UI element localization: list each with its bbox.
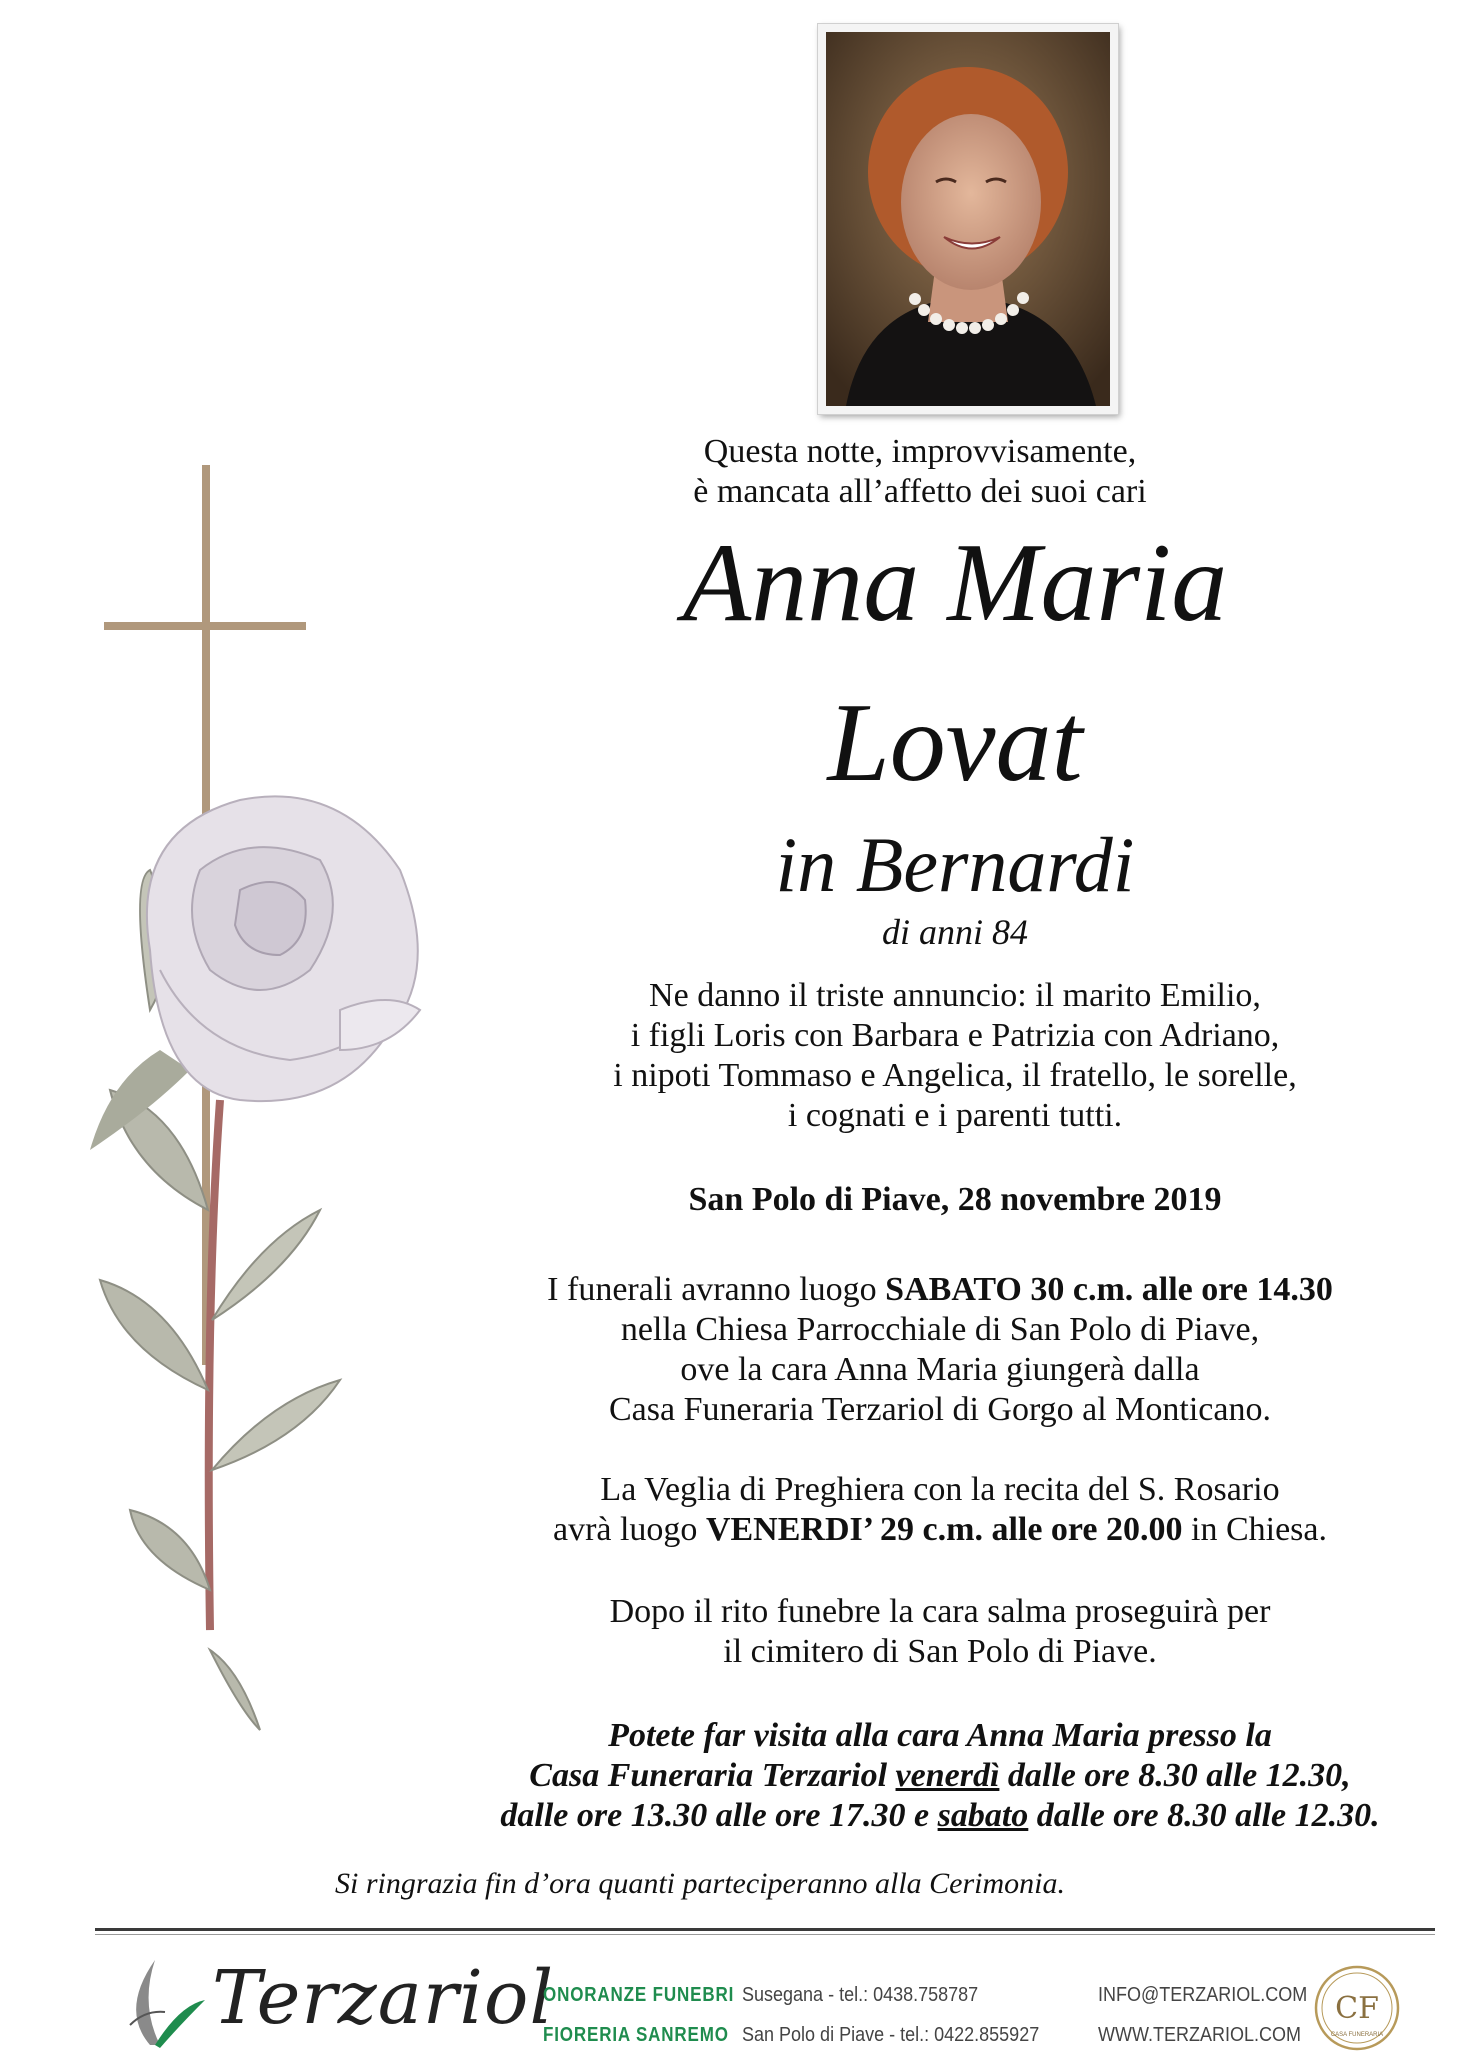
- funeral-line: [460, 1270, 1420, 1310]
- intro-line: Questa notte, improvvisamente,: [703, 433, 1137, 470]
- terzariol-leaf-icon: [110, 1950, 210, 2050]
- visit-line: [430, 1756, 1450, 1796]
- seal-letters: CF: [1335, 1991, 1379, 2026]
- visit-prefix: Casa Funeraria Terzariol: [529, 1757, 896, 1794]
- funeral-text: [460, 1270, 1420, 1430]
- portrait-image: [826, 32, 1110, 406]
- visit-prefix: dalle ore 13.30 alle ore 17.30 e: [500, 1797, 938, 1834]
- vigil-line: [460, 1510, 1420, 1550]
- vigil-line: La Veglia di Preghiera con la recita del S. Rosario: [600, 1471, 1280, 1508]
- vigil-text: [460, 1470, 1420, 1550]
- cross-rose-decoration: [90, 450, 450, 1750]
- deceased-married-name: in Bernardi: [775, 821, 1135, 908]
- seal-caption: CASA FUNERARIA: [1330, 2032, 1384, 2038]
- intro-text: [560, 432, 1280, 512]
- visit-line: Potete far visita alla cara Anna Maria presso la: [608, 1717, 1272, 1754]
- deceased-age: di anni 84: [881, 912, 1028, 952]
- funeral-prefix: I funerali avranno luogo: [547, 1271, 886, 1308]
- footer-contact-sanpolo: San Polo di Piave - tel.: 0422.855927: [742, 2024, 1040, 2046]
- burial-line: il cimitero di San Polo di Piave.: [723, 1633, 1157, 1670]
- rose-icon: [90, 796, 420, 1730]
- funeral-datetime: SABATO 30 c.m. alle ore 14.30: [885, 1271, 1333, 1308]
- visit-day-friday: venerdì: [895, 1757, 1000, 1794]
- announcement-line: i cognati e i parenti tutti.: [787, 1097, 1123, 1134]
- deceased-surname: Lovat: [827, 681, 1083, 805]
- announcement-text: [560, 976, 1350, 1136]
- footer-service-funeral: ONORANZE FUNEBRI: [543, 1984, 735, 2006]
- announcement-line: i nipoti Tommaso e Angelica, il fratello, le sorelle,: [613, 1057, 1297, 1094]
- funeral-line: ove la cara Anna Maria giungerà dalla: [680, 1351, 1200, 1388]
- place-date: San Polo di Piave, 28 novembre 2019: [688, 1181, 1222, 1218]
- visit-suffix: dalle ore 8.30 alle 12.30.: [1028, 1797, 1380, 1834]
- vigil-suffix: in Chiesa.: [1182, 1511, 1327, 1548]
- thanks-text: Si ringrazia fin d’ora quanti parteciperanno alla Cerimonia.: [334, 1867, 1065, 1900]
- visit-suffix: dalle ore 8.30 alle 12.30,: [999, 1757, 1351, 1794]
- burial-line: Dopo il rito funebre la cara salma proseguirà per: [609, 1593, 1271, 1630]
- footer-email: INFO@TERZARIOL.COM: [1098, 1984, 1308, 2006]
- footer-divider-thin: [95, 1934, 1435, 1935]
- footer-website: WWW.TERZARIOL.COM: [1098, 2024, 1301, 2046]
- footer-service-florist: FIORERIA SANREMO: [543, 2024, 729, 2046]
- visit-line: [430, 1796, 1450, 1836]
- footer-contact-susegana: Susegana - tel.: 0438.758787: [742, 1984, 979, 2006]
- casa-funeraria-seal-icon: [1313, 1964, 1401, 2052]
- portrait-photo: [818, 24, 1118, 414]
- deceased-first-names: Anna Maria: [682, 521, 1228, 645]
- vigil-prefix: avrà luogo: [552, 1511, 706, 1548]
- visit-day-saturday: sabato: [937, 1797, 1029, 1834]
- intro-line: è mancata all’affetto dei suoi cari: [693, 473, 1147, 510]
- vigil-datetime: VENERDI’ 29 c.m. alle ore 20.00: [705, 1511, 1183, 1548]
- announcement-line: i figli Loris con Barbara e Patrizia con Adriano,: [630, 1017, 1280, 1054]
- visit-text: [430, 1716, 1450, 1836]
- announcement-line: Ne danno il triste annuncio: il marito Emilio,: [649, 977, 1261, 1014]
- funeral-line: nella Chiesa Parrocchiale di San Polo di Piave,: [620, 1311, 1260, 1348]
- footer-divider: [95, 1928, 1435, 1931]
- footer-brand: Terzariol: [212, 1955, 555, 2041]
- funeral-line: Casa Funeraria Terzariol di Gorgo al Monticano.: [608, 1391, 1271, 1428]
- burial-text: [460, 1592, 1420, 1672]
